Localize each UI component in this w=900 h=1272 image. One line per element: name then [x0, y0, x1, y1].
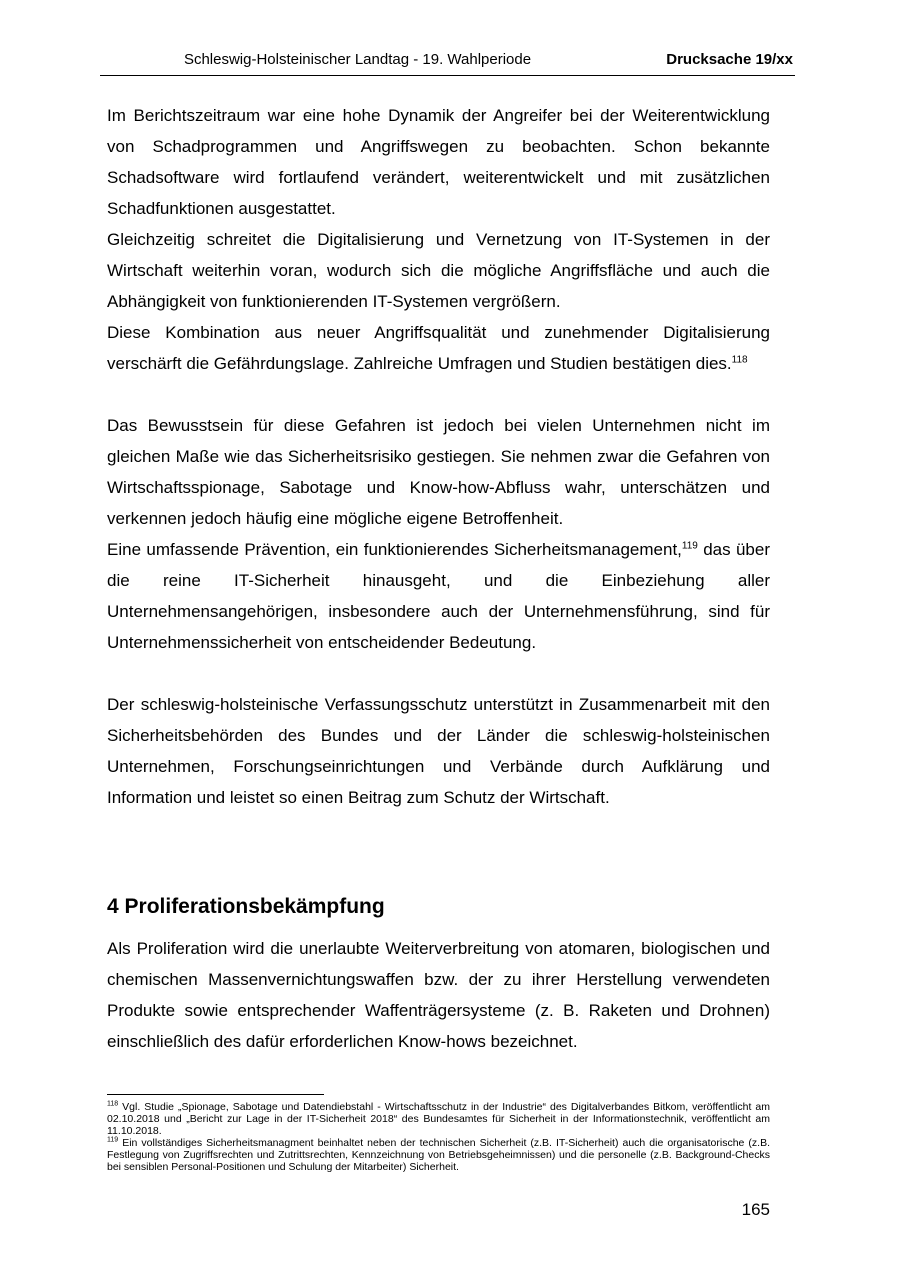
paragraph-text: das über die reine IT-Sicherheit hinausgeht, und die Einbeziehung aller Unternehmensangehörigen, insbesondere auch der Unternehmensführung, sind für Unternehmenssicherheit von entscheidender Bedeutung. — [107, 540, 771, 652]
footnote-text: Ein vollständiges Sicherheitsmanagment beinhaltet neben der technischen Sicherheit (z.B. IT-Sicherheit) auch die organisatorische (z.B. Festlegung von Zugriffsrechten und Zutrittsrechten, Kennzeichnung von Betriebsgeheimnissen) und die personelle (z.B. Background-Checks bei sensiblen Personal-Positionen und Schulung der Mitarbeiter) Sicherheit. — [107, 1137, 770, 1173]
header-title: Schleswig-Holsteinischer Landtag - 19. Wahlperiode — [183, 51, 532, 68]
paragraph: Das Bewusstsein für diese Gefahren ist jedoch bei vielen Unternehmen nicht im gleichen Maße wie das Sicherheitsrisiko gestiegen. Sie nehmen zwar die Gefahren von Wirtschaftsspionage, Sabotage und Know-how-Abfluss wahr, unterschätzen und verkennen jedoch häufig eine mögliche eigene Betroffenheit. — [107, 416, 770, 528]
footnote-118 — [107, 1101, 770, 1137]
footnote-number: 118 — [107, 1100, 119, 1108]
paragraph: Im Berichtszeitraum war eine hohe Dynamik der Angreifer bei der Weiterentwicklung von Schadprogrammen und Angriffswegen zu beobachten. Schon bekannte Schadsoftware wird fortlaufend verändert, weiterentwickelt und mit zusätzlichen Schadfunktionen ausgestattet. — [107, 106, 770, 218]
footnote-text: Vgl. Studie „Spionage, Sabotage und Datendiebstahl - Wirtschaftsschutz in der Industrie“ des Digitalverbandes Bitkom, veröffentlicht am 02.10.2018 und „Bericht zur Lage in der IT-Sicherheit 2018“ des Bundesamtes für Sicherheit in der Informationstechnik, veröffentlicht am 11.10.2018. — [107, 1101, 770, 1137]
body-block-2 — [107, 933, 770, 1057]
section-heading: 4 Proliferationsbekämpfung — [107, 895, 385, 918]
document-reference: Drucksache 19/xx — [666, 51, 793, 68]
page-header — [100, 47, 795, 76]
footnote-119 — [107, 1137, 770, 1173]
paragraph: Der schleswig-holsteinische Verfassungsschutz unterstützt in Zusammenarbeit mit den Sicherheitsbehörden des Bundes und der Länder die schleswig-holsteinischen Unternehmen, Forschungseinrichtungen und Verbände durch Aufklärung und Information und leistet so einen Beitrag zum Schutz der Wirtschaft. — [107, 695, 770, 807]
page-number: 165 — [741, 1200, 770, 1219]
footnote-ref-118: 118 — [731, 354, 748, 366]
footnote-ref-119: 119 — [681, 540, 698, 552]
footnotes — [107, 1101, 770, 1173]
footnote-divider — [107, 1094, 324, 1095]
paragraph: Als Proliferation wird die unerlaubte Weiterverbreitung von atomaren, biologischen und chemischen Massenvernichtungswaffen bzw. der zu ihrer Herstellung verwendeten Produkte sowie entsprechender Waffenträgersysteme (z. B. Raketen und Drohnen) einschließlich des dafür erforderlichen Know-hows bezeichnet. — [107, 939, 770, 1051]
paragraph-text: Diese Kombination aus neuer Angriffsqualität und zunehmender Digitalisierung verschärft die Gefährdungslage. Zahlreiche Umfragen und Studien bestätigen dies. — [107, 323, 770, 373]
body-block-1 — [107, 100, 770, 813]
footnote-number: 119 — [107, 1136, 119, 1144]
paragraph: Gleichzeitig schreitet die Digitalisierung und Vernetzung von IT-Systemen in der Wirtschaft weiterhin voran, wodurch sich die mögliche Angriffsfläche und auch die Abhängigkeit von funktionierenden IT-Systemen vergrößern. — [107, 230, 770, 311]
paragraph-text: Eine umfassende Prävention, ein funktionierendes Sicherheitsmanagement, — [107, 540, 682, 559]
paragraph — [107, 534, 770, 658]
paragraph — [107, 317, 770, 379]
